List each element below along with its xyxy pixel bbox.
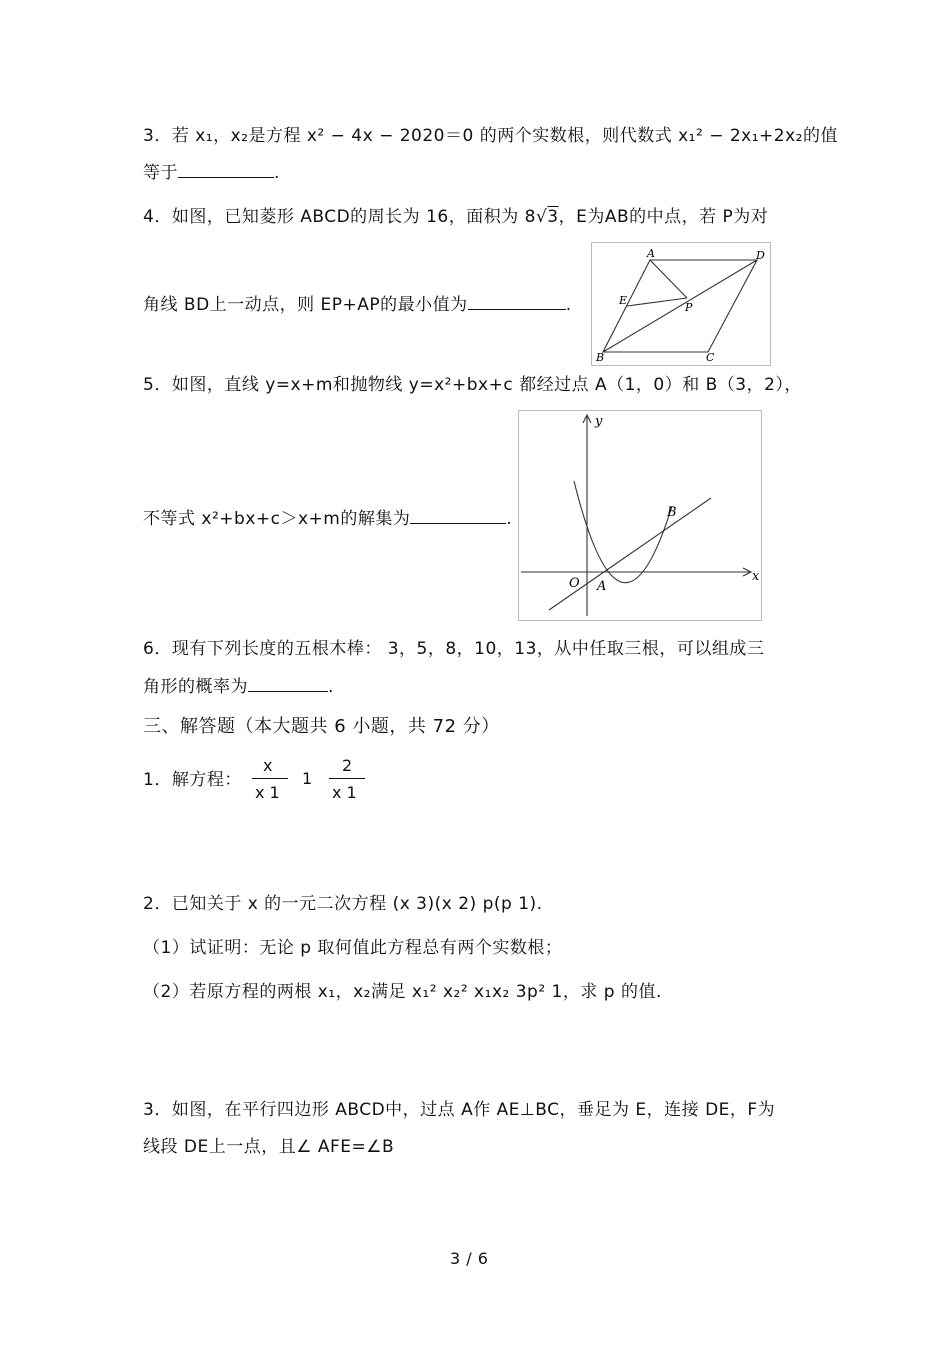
line-y-x-m xyxy=(549,498,711,610)
answer-blank xyxy=(178,161,274,178)
q6-end: . xyxy=(328,677,334,697)
q4-end: . xyxy=(565,295,572,315)
s2-part1: （1）试证明：无论 p 取何值此方程总有两个实数根； xyxy=(143,938,563,958)
q4-line1 xyxy=(143,206,768,228)
rhombus-figure xyxy=(591,242,771,366)
q3-line2-text: 等于 xyxy=(143,163,178,183)
label-b: B xyxy=(667,505,677,520)
segment-ep xyxy=(627,298,687,306)
s3-line1: 3．如图，在平行四边形 ABCD中，过点 A作 AE⊥BC，垂足为 E，连接 DE，F为 xyxy=(143,1100,776,1120)
q5-line1: 5．如图，直线 y=x+m和抛物线 y=x²+bx+c 都经过点 A（1，0）和 B（3，2）， xyxy=(143,375,802,395)
q6-line1: 6．现有下列长度的五根木棒： 3，5，8，10，13，从中任取三根，可以组成三 xyxy=(143,639,765,659)
s1-mid-term: 1 xyxy=(302,769,313,788)
s3-line2: 线段 DE上一点，且∠ AFE=∠B xyxy=(143,1137,395,1157)
frac1-denominator: x 1 xyxy=(255,783,280,802)
answer-blank xyxy=(468,293,566,310)
frac2-numerator: 2 xyxy=(342,756,353,775)
segment-ap xyxy=(650,260,687,298)
parabola-diagram xyxy=(519,411,761,620)
label-c: C xyxy=(706,351,715,364)
label-y: y xyxy=(595,414,603,429)
sqrt-radicand: 3 xyxy=(547,207,559,227)
q5-line2 xyxy=(143,507,512,530)
frac2-bar xyxy=(329,778,365,779)
q5-end: . xyxy=(506,509,513,529)
sqrt-sign: √ xyxy=(535,207,548,227)
label-o: O xyxy=(569,576,580,591)
q4-line1-post: ，E为AB的中点，若 P为对 xyxy=(558,207,769,227)
q4-line2-text: 角线 BD上一动点，则 EP+AP的最小值为 xyxy=(143,295,468,315)
q3-line2 xyxy=(143,161,280,184)
parabola-figure xyxy=(518,410,762,621)
frac1-bar xyxy=(252,778,288,779)
page-number: 3 / 6 xyxy=(450,1249,489,1268)
s2-line1: 2．已知关于 x 的一元二次方程 (x 3)(x 2) p(p 1). xyxy=(143,894,543,914)
label-e: E xyxy=(619,294,628,307)
q5-line2-text: 不等式 x²+bx+c＞x+m的解集为 xyxy=(143,509,411,529)
answer-blank xyxy=(248,675,328,692)
frac2-denominator: x 1 xyxy=(332,783,357,802)
answer-blank xyxy=(410,507,506,524)
s2-part2: （2）若原方程的两根 x₁，x₂满足 x₁² x₂² x₁x₂ 3p² 1，求 p 的值. xyxy=(143,982,662,1002)
label-d: D xyxy=(756,249,765,262)
label-a: A xyxy=(647,247,655,260)
section-title: 三、解答题（本大题共 6 小题，共 72 分） xyxy=(143,716,500,737)
q4-line2 xyxy=(143,293,572,316)
rhombus-diagram xyxy=(592,243,770,365)
parabola-curve xyxy=(574,481,672,583)
q4-line1-pre: 4．如图，已知菱形 ABCD的周长为 16，面积为 8 xyxy=(143,207,536,227)
label-a: A xyxy=(597,579,607,594)
label-b: B xyxy=(596,351,605,364)
s1-label: 1．解方程： xyxy=(143,770,242,790)
q6-line2-text: 角形的概率为 xyxy=(143,677,248,697)
q3-end: . xyxy=(274,163,280,183)
frac1-numerator: x xyxy=(263,756,273,775)
label-x: x xyxy=(752,569,760,584)
label-p: P xyxy=(685,301,693,314)
q6-line2 xyxy=(143,675,334,698)
q3-line1: 3．若 x₁，x₂是方程 x² − 4x − 2020＝0 的两个实数根，则代数式 x₁² − 2x₁+2x₂的值 xyxy=(143,126,838,146)
